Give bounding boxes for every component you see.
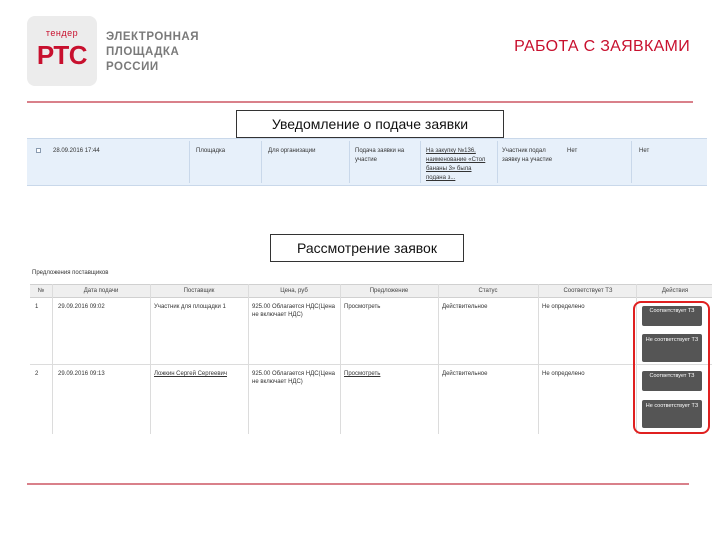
column-divider (189, 141, 190, 183)
logo-small-text: тендер (45, 28, 79, 38)
row-2-compliance: Не определено (542, 371, 585, 377)
column-divider (150, 284, 151, 434)
row-checkbox[interactable] (36, 148, 41, 153)
logo-line-3: РОССИИ (106, 61, 159, 73)
notification-link-line-4: подана з... (426, 175, 456, 181)
col-header-proposal: Предложение (369, 288, 409, 294)
notification-message: Участник подал заявку на участие (502, 148, 553, 163)
row-divider (30, 364, 712, 365)
row-2-compliant-button[interactable]: Соответствует ТЗ (642, 371, 702, 391)
notification-link-line-2: наименование «Стол (426, 157, 486, 163)
notification-link[interactable] (426, 147, 494, 183)
row-2-noncompliant-button[interactable]: Не соответствует ТЗ (642, 400, 702, 428)
notification-date: 28.09.2016 17:44 (53, 148, 100, 154)
row-1-compliant-button[interactable]: Соответствует ТЗ (642, 306, 702, 326)
column-divider (261, 141, 262, 183)
col-header-price: Цена, руб (280, 288, 308, 294)
column-divider (438, 284, 439, 434)
column-divider (52, 284, 53, 434)
row-1-date: 29.09.2016 09:02 (58, 304, 105, 310)
column-divider (497, 141, 498, 183)
notification-link-line-1: На закупку №136, (426, 148, 476, 154)
row-2-proposal-link[interactable]: Просмотреть (344, 371, 381, 377)
notification-recipient: Для организации (268, 148, 316, 154)
column-divider (420, 141, 421, 183)
table-header (30, 284, 712, 298)
notification-archived: Нет (639, 148, 650, 154)
notification-event: Подача заявки на участие (355, 148, 405, 163)
logo-big-text: РТС (36, 40, 88, 70)
page-title: РАБОТА С ЗАЯВКАМИ (514, 38, 690, 55)
row-1-price: 925.00 Облагается НДС(Цена не включает НДС) (252, 304, 335, 318)
review-label: Рассмотрение заявок (270, 234, 464, 262)
notification-type: Площадка (196, 148, 226, 154)
proposals-table (30, 284, 712, 436)
row-2-supplier[interactable]: Ложкин Сергей Сергеевич (154, 371, 227, 377)
table-title: Предложения поставщиков (32, 270, 109, 276)
top-divider (27, 101, 693, 103)
row-2-status: Действительное (442, 371, 488, 377)
notification-link-line-3: бананы 3» была (426, 166, 472, 172)
row-1-num: 1 (35, 304, 39, 310)
column-divider (340, 284, 341, 434)
actions-highlight-frame (633, 301, 710, 434)
col-header-actions: Действия (661, 288, 689, 294)
bottom-divider (27, 483, 689, 485)
column-divider (538, 284, 539, 434)
row-2-date: 29.09.2016 09:13 (58, 371, 105, 377)
notification-read: Нет (567, 148, 578, 154)
row-2-num: 2 (35, 371, 39, 377)
col-header-status: Статус (478, 288, 498, 294)
row-1-supplier[interactable]: Участник для площадки 1 (154, 304, 226, 310)
column-divider (349, 141, 350, 183)
col-header-supplier: Поставщик (183, 288, 215, 294)
row-1-proposal-link[interactable]: Просмотреть (344, 304, 381, 310)
logo-line-2: ПЛОЩАДКА (106, 46, 180, 58)
logo-line-1: ЭЛЕКТРОННАЯ (106, 31, 199, 43)
column-divider (248, 284, 249, 434)
col-header-num: № (37, 288, 45, 294)
row-1-status: Действительное (442, 304, 488, 310)
col-header-compliance: Соответствует ТЗ (563, 288, 613, 294)
logo-wordmark (106, 30, 216, 75)
notification-label: Уведомление о подаче заявки (236, 110, 504, 138)
notification-row[interactable] (27, 138, 707, 186)
row-1-compliance: Не определено (542, 304, 585, 310)
row-2-price: 925.00 Облагается НДС(Цена не включает НДС) (252, 371, 335, 385)
col-header-date: Дата подачи (83, 288, 119, 294)
column-divider (631, 141, 632, 183)
row-1-noncompliant-button[interactable]: Не соответствует ТЗ (642, 334, 702, 362)
logo (27, 16, 97, 86)
